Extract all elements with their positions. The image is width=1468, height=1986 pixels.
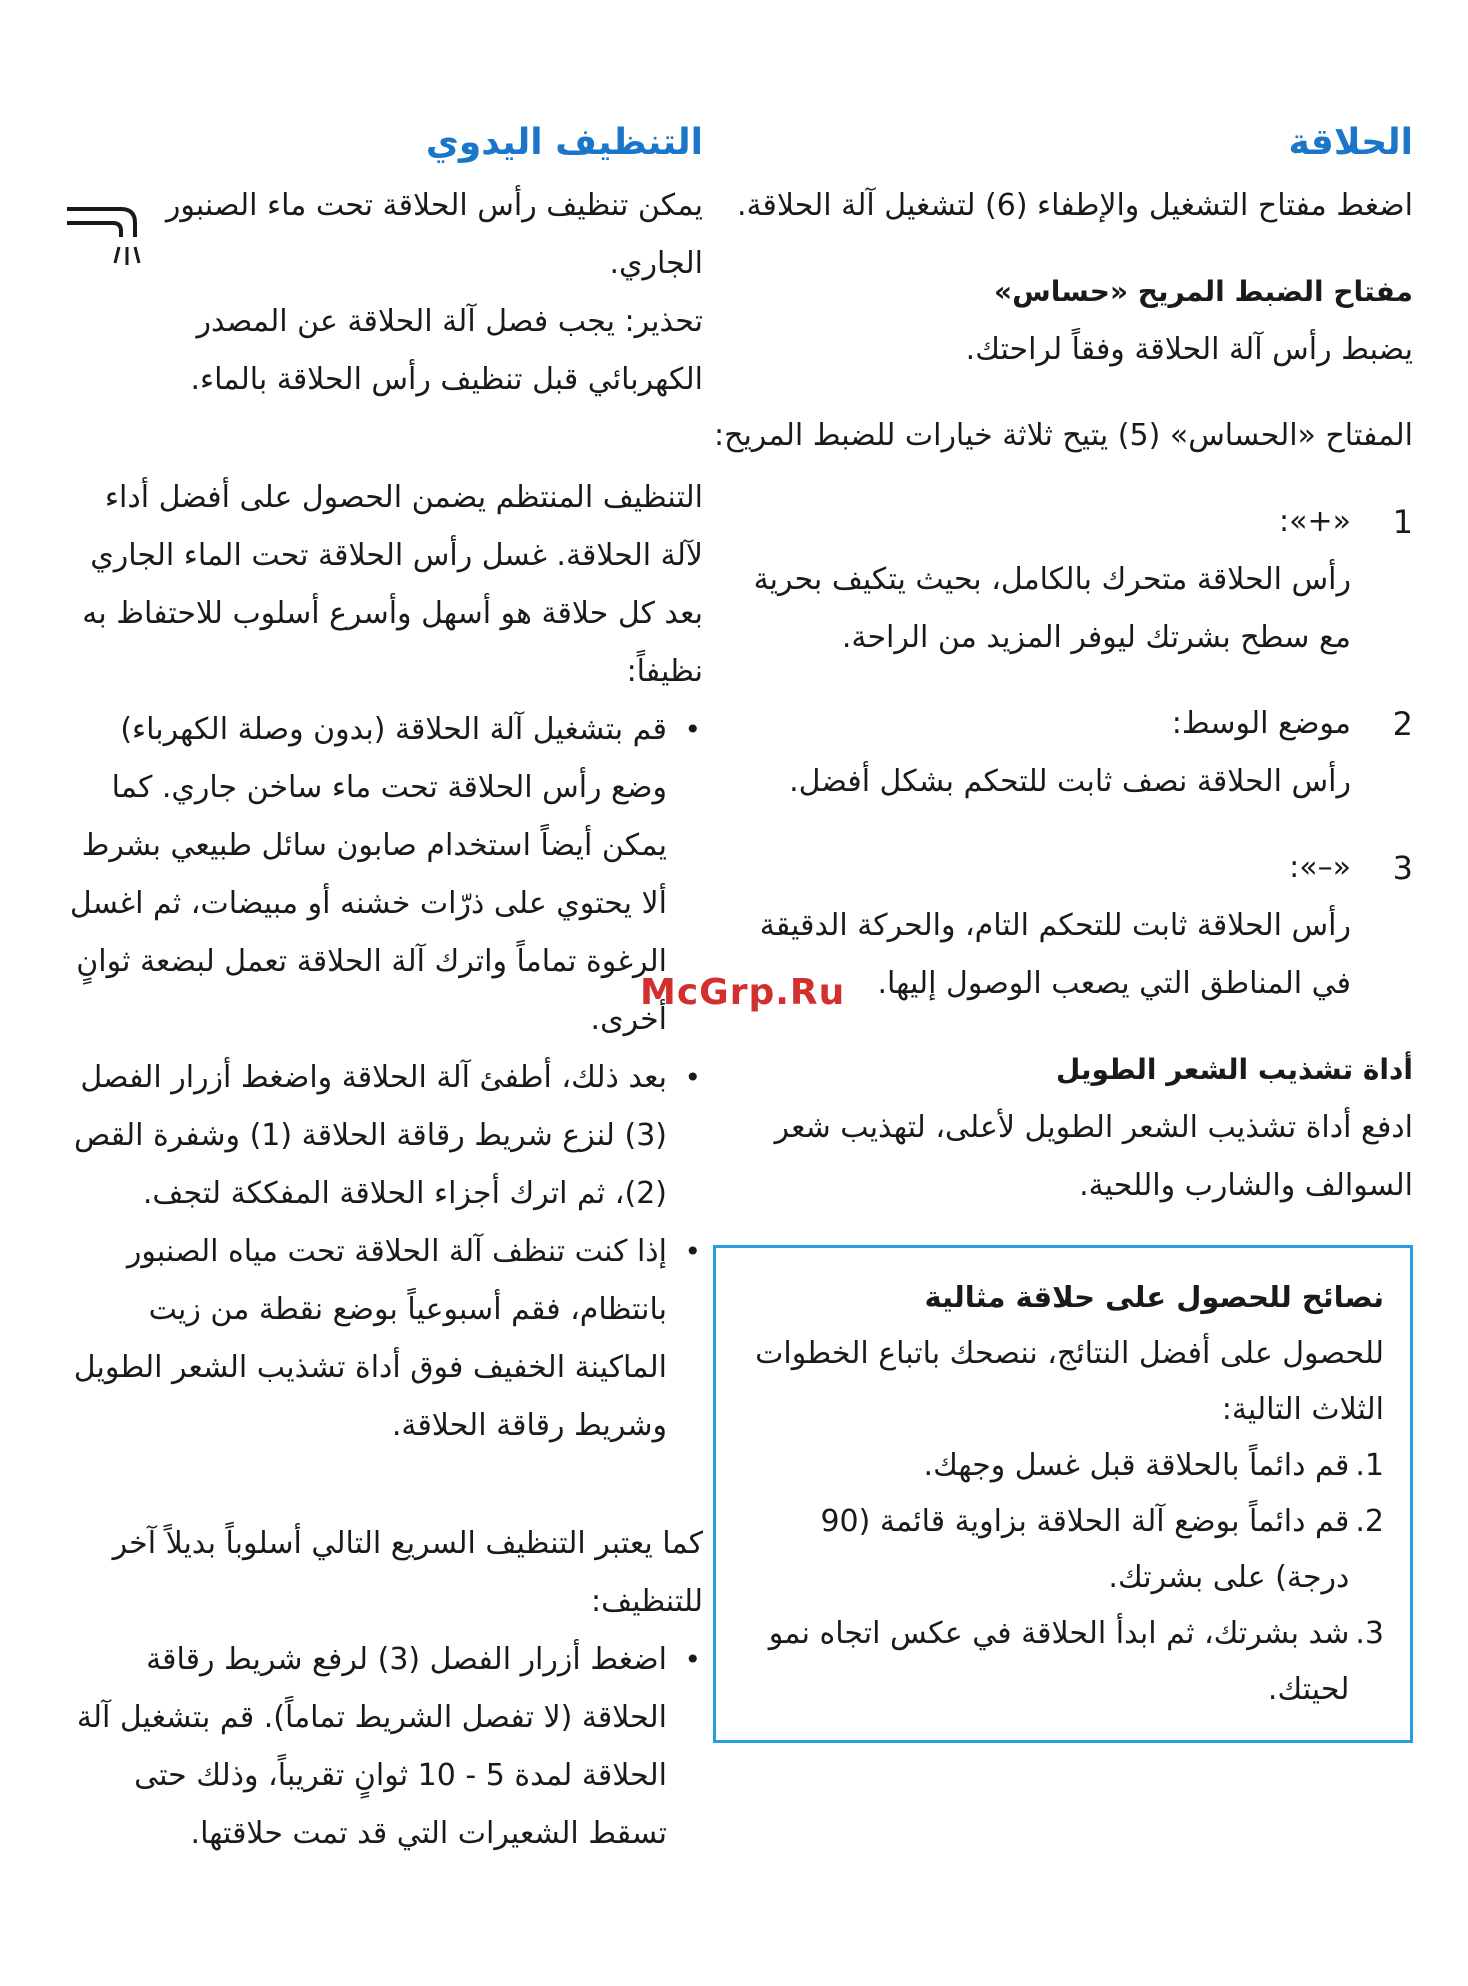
tip-step-2: [742, 1494, 1384, 1606]
option-label: «+»:: [1279, 503, 1351, 539]
sensitive-text: يضبط رأس آلة الحلاقة وفقاً لراحتك.: [965, 331, 1413, 367]
option-label: موضع الوسط:: [1171, 705, 1351, 741]
shaving-section: [713, 120, 1413, 1743]
tip-step-1: [742, 1438, 1384, 1494]
option-label: «–»:: [1289, 849, 1351, 885]
list-item: • بعد ذلك، أطفئ آلة الحلاقة واضغط أزرار الفصل (3) لنزع شريط رقاقة الحلاقة (1) وشفرة القص (2)، ثم اترك أجزاء الحلاقة المفككة لتجف.: [63, 1049, 703, 1223]
shaving-intro: اضغط مفتاح التشغيل والإطفاء (6) لتشغيل آلة الحلاقة.: [736, 187, 1413, 223]
option-number: 1: [1392, 502, 1413, 541]
list-item: • قم بتشغيل آلة الحلاقة (بدون وصلة الكهرباء) وضع رأس الحلاقة تحت ماء ساخن جاري. كما يمكن أيضاً استخدام صابون سائل طبيعي بشرط ألا يحتوي على ذرّات خشنه أو مبيضات، ثم اغسل الرغوة تماماً واترك آلة الحلاقة تعمل لبضعة ثوانٍ أخرى.: [63, 701, 703, 1049]
watermark: McGrp.Ru: [640, 972, 846, 1013]
option-number: 2: [1392, 704, 1413, 743]
quick-cleaning-bullets: [63, 1631, 703, 1863]
trimmer-heading: أداة تشذيب الشعر الطويل: [1056, 1052, 1413, 1086]
cleaning-heading: التنظيف اليدوي: [425, 122, 703, 163]
option-item-2: [713, 695, 1413, 811]
option-text: رأس الحلاقة متحرك بالكامل، بحيث يتكيف بحرية مع سطح بشرتك ليوفر المزيد من الراحة.: [753, 561, 1351, 655]
tips-intro: للحصول على أفضل النتائج، ننصحك باتباع الخطوات الثلاث التالية:: [755, 1335, 1384, 1427]
tip-step-number: 1.: [1355, 1447, 1384, 1483]
option-text: رأس الحلاقة نصف ثابت للتحكم بشكل أفضل.: [789, 763, 1351, 799]
shaving-heading: الحلاقة: [1288, 122, 1413, 163]
tip-step-text: قم دائماً بالحلاقة قبل غسل وجهك.: [923, 1447, 1350, 1483]
tip-step-number: 3.: [1355, 1615, 1384, 1651]
regular-cleaning-text: التنظيف المنتظم يضمن الحصول على أفضل أداء لآلة الحلاقة. غسل رأس الحلاقة تحت الماء الجاري بعد كل حلاقة هو أسهل وأسرع أسلوب للاحتفاظ به نظيفاً:: [82, 479, 703, 689]
water-tap-icon: [63, 189, 147, 279]
tip-step-text: قم دائماً بوضع آلة الحلاقة بزاوية قائمة (90 درجة) على بشرتك.: [820, 1503, 1350, 1595]
option-number: 3: [1392, 848, 1413, 887]
tip-step-number: 2.: [1355, 1503, 1384, 1539]
tips-box: [713, 1245, 1413, 1743]
sensitive-heading: مفتاح الضبط المريح «حساس»: [994, 274, 1413, 308]
cleaning-section: [63, 120, 703, 1863]
tap-text: يمكن تنظيف رأس الحلاقة تحت ماء الصنبور الجاري.: [165, 187, 703, 281]
option-text: رأس الحلاقة ثابت للتحكم التام، والحركة الدقيقة في المناطق التي يصعب الوصول إليها.: [759, 907, 1351, 1001]
option-item-1: [713, 493, 1413, 667]
warning-text: تحذير: يجب فصل آلة الحلاقة عن المصدر الكهربائي قبل تنظيف رأس الحلاقة بالماء.: [190, 303, 703, 397]
list-item: • اضغط أزرار الفصل (3) لرفع شريط رقاقة الحلاقة (لا تفصل الشريط تماماً). قم بتشغيل آلة الحلاقة لمدة 5 - 10 ثوانٍ تقريباً، وذلك حتى تسقط الشعيرات التي قد تمت حلاقتها.: [63, 1631, 703, 1863]
options-intro: المفتاح «الحساس» (5) يتيح ثلاثة خيارات للضبط المريح:: [713, 417, 1413, 453]
list-item: • إذا كنت تنظف آلة الحلاقة تحت مياه الصنبور بانتظام، فقم أسبوعياً بوضع نقطة من زيت الماكينة الخفيف فوق أداة تشذيب الشعر الطويل وشريط رقاقة الحلاقة.: [63, 1223, 703, 1455]
trimmer-text: ادفع أداة تشذيب الشعر الطويل لأعلى، لتهذيب شعر السوالف والشارب واللحية.: [774, 1109, 1413, 1203]
tap-note: [63, 177, 703, 409]
tip-step-text: شد بشرتك، ثم ابدأ الحلاقة في عكس اتجاه نمو لحيتك.: [768, 1615, 1350, 1707]
quick-cleaning-intro: كما يعتبر التنظيف السريع التالي أسلوباً بديلاً آخر للتنظيف:: [112, 1525, 703, 1619]
cleaning-bullets: [63, 701, 703, 1455]
tips-heading: نصائح للحصول على حلاقة مثالية: [924, 1279, 1384, 1314]
tip-step-3: [742, 1606, 1384, 1718]
